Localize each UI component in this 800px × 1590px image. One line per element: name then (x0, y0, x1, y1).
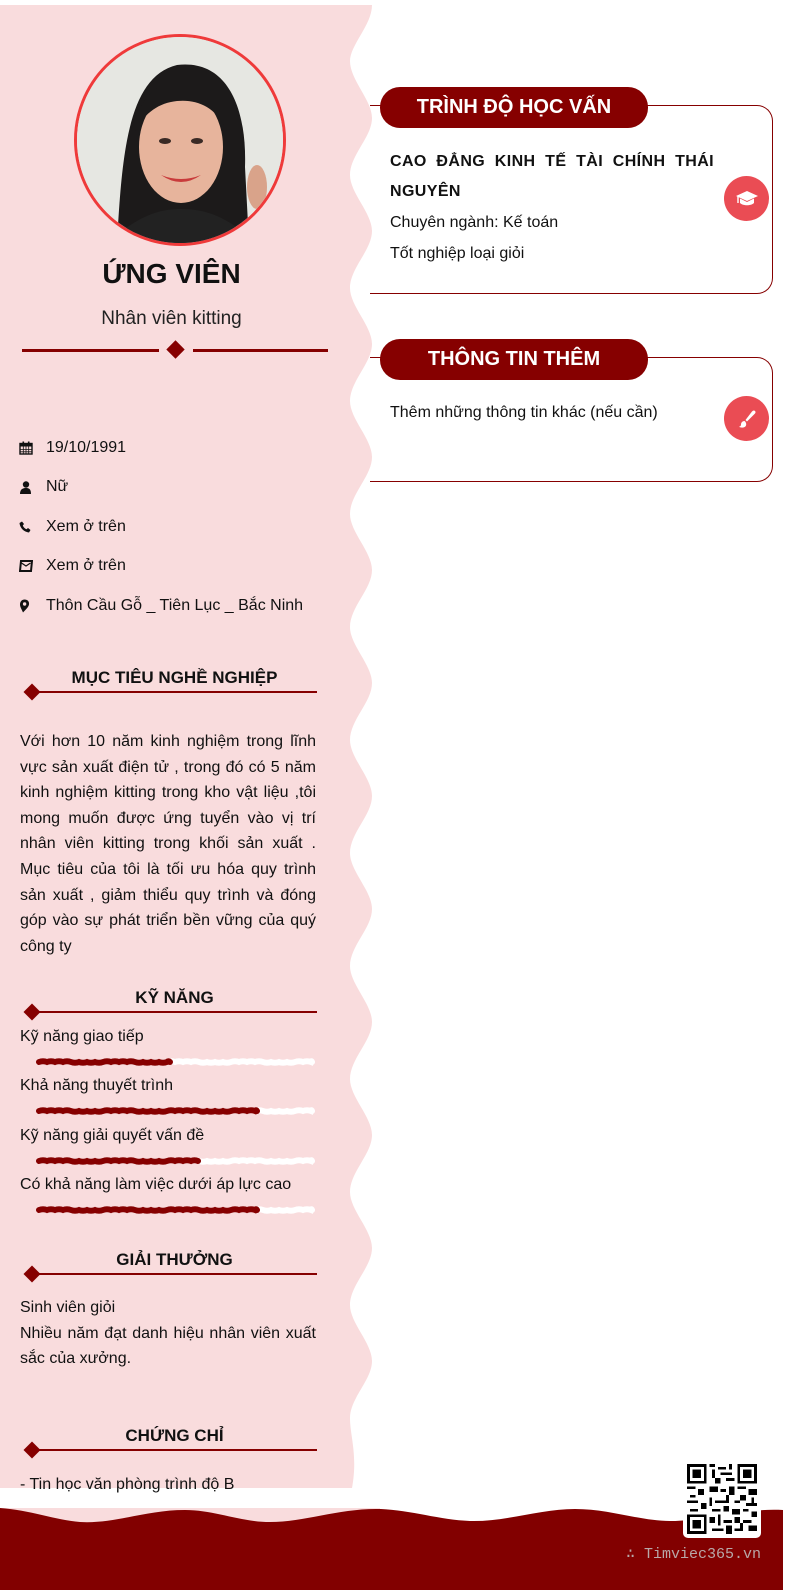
certificate-line: - Tin học văn phòng trình độ B (20, 1476, 235, 1493)
skills-list (20, 1025, 316, 1223)
skill-item (20, 1025, 316, 1074)
objective-section-title: MỤC TIÊU NGHỀ NGHIỆP (22, 668, 317, 698)
additional-info-text: Thêm những thông tin khác (nếu cần) (390, 404, 658, 421)
skill-bar (35, 1106, 316, 1116)
certificates-section-title: CHỨNG CHỈ (22, 1426, 317, 1456)
contact-value: Thôn Cầu Gỗ _ Tiên Lục _ Bắc Ninh (46, 596, 304, 614)
map-marker-icon (19, 599, 46, 613)
skill-label: Kỹ năng giao tiếp (20, 1028, 144, 1045)
phone-icon (19, 521, 46, 533)
graduation-cap-icon (724, 176, 769, 221)
award-line: Sinh viên giỏi (20, 1299, 116, 1316)
skill-bar (35, 1057, 316, 1067)
certificates-text (20, 1472, 316, 1498)
avatar (74, 34, 286, 246)
user-icon (19, 481, 46, 494)
paint-brush-icon (724, 396, 769, 441)
skill-label: Khả năng thuyết trình (20, 1077, 173, 1095)
education-section (370, 86, 773, 296)
contact-value: 19/10/1991 (46, 438, 127, 456)
avatar-photo (77, 37, 283, 243)
education-school: CAO ĐẲNG KINH TẾ TÀI CHÍNH THÁI NGUYÊN (390, 153, 714, 200)
education-result: Tốt nghiệp loại giỏi (390, 245, 525, 262)
candidate-position: Nhân viên kitting (101, 308, 242, 329)
envelope-icon (19, 560, 46, 572)
contact-value: Xem ở trên (46, 557, 126, 575)
contact-value: Nữ (46, 478, 69, 496)
additional-info-section-title: THÔNG TIN THÊM (380, 339, 648, 380)
calendar-icon (19, 441, 46, 455)
contact-email (19, 547, 339, 587)
awards-section-title: GIẢI THƯỞNG (22, 1250, 317, 1280)
skill-item (20, 1124, 316, 1173)
education-section-title: TRÌNH ĐỘ HỌC VẤN (380, 87, 648, 128)
skill-bar (35, 1205, 316, 1215)
education-content (390, 147, 714, 269)
skills-section-title: KỸ NĂNG (22, 988, 317, 1018)
contact-gender (19, 468, 339, 508)
skill-item (20, 1074, 316, 1123)
contact-birthday (19, 428, 339, 468)
skill-item (20, 1173, 316, 1222)
objective-text: Với hơn 10 năm kinh nghiệm trong lĩnh vực sản xuất điện tử , trong đó có 5 năm kinh nghiệm kitting trong kho vật liệu ,tôi mong muốn được ứng tuyển vào vị trí nhân viên kitting trong khối sản xuất . Mục tiêu của tôi là tối ưu hóa quy trình sản xuất , giảm thiểu quy trình và đóng góp vào sự phát triển bền vững của quý công ty (20, 733, 316, 955)
skill-label: Có khả năng làm việc dưới áp lực cao (20, 1176, 292, 1194)
contact-list (19, 428, 339, 626)
qr-code-icon (683, 1460, 761, 1538)
skill-label: Kỹ năng giải quyết vấn đề (20, 1126, 205, 1144)
header-divider (22, 342, 328, 358)
award-line: Nhiều năm đạt danh hiệu nhân viên xuất sắc của xưởng. (20, 1324, 316, 1368)
education-major: Chuyên ngành: Kế toán (390, 214, 559, 231)
candidate-name: ỨNG VIÊN (102, 258, 241, 289)
contact-phone (19, 507, 339, 547)
additional-info-section (370, 338, 773, 484)
contact-value: Xem ở trên (46, 517, 126, 535)
brand-watermark: ∴ Timviec365.vn (626, 1546, 762, 1563)
awards-text (20, 1295, 316, 1372)
contact-address (19, 586, 339, 626)
skill-bar (35, 1156, 316, 1166)
